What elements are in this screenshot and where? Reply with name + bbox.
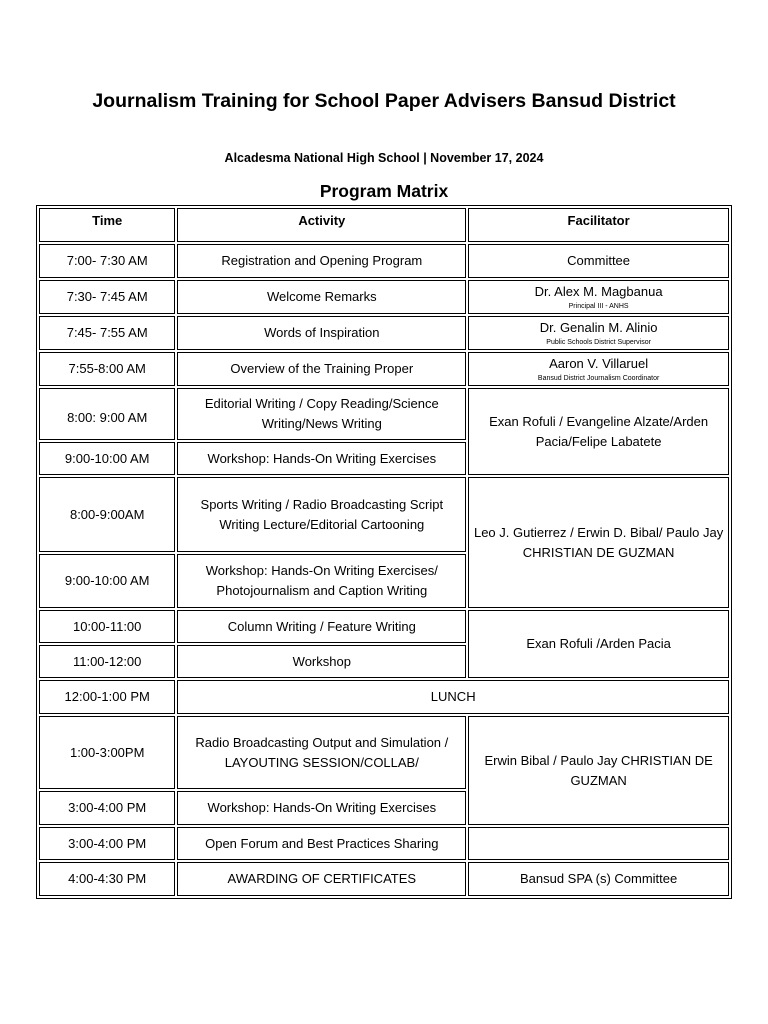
facilitator-cell: [468, 280, 729, 314]
activity-cell: Workshop: Hands-On Writing Exercises: [177, 442, 466, 475]
matrix-heading: Program Matrix: [319, 181, 449, 201]
table-row: [39, 827, 729, 860]
time-cell: 7:45- 7:55 AM: [39, 316, 175, 350]
facilitator-title: Public Schools District Supervisor: [546, 339, 651, 346]
time-cell: 9:00-10:00 AM: [39, 442, 175, 475]
table-row: [39, 388, 729, 440]
facilitator-cell: [468, 352, 729, 386]
column-header-facilitator: Facilitator: [468, 208, 729, 242]
table-row: [39, 316, 729, 350]
time-cell: 3:00-4:00 PM: [39, 827, 175, 860]
time-cell: 10:00-11:00: [39, 610, 175, 643]
activity-cell: Editorial Writing / Copy Reading/Science Writing/News Writing: [177, 388, 466, 440]
table-row: [39, 862, 729, 896]
time-cell: 8:00: 9:00 AM: [39, 388, 175, 440]
activity-cell: Open Forum and Best Practices Sharing: [177, 827, 466, 860]
facilitator-name: Dr. Genalin M. Alinio: [539, 320, 658, 335]
facilitator-cell: Committee: [468, 244, 729, 278]
activity-cell: Workshop: Hands-On Writing Exercises: [177, 791, 466, 825]
table-row: [39, 610, 729, 643]
table-row: [39, 244, 729, 278]
facilitator-cell: [468, 827, 729, 860]
time-cell: 4:00-4:30 PM: [39, 862, 175, 896]
program-matrix-table: [36, 205, 732, 899]
activity-cell: Welcome Remarks: [177, 280, 466, 314]
time-cell: 12:00-1:00 PM: [39, 680, 175, 714]
facilitator-name: Aaron V. Villaruel: [549, 356, 649, 371]
table-header-row: [39, 208, 729, 242]
activity-cell: Sports Writing / Radio Broadcasting Script Writing Lecture/Editorial Cartooning: [177, 477, 466, 552]
table-row: [39, 716, 729, 789]
activity-cell: Registration and Opening Program: [177, 244, 466, 278]
table-row: [39, 680, 729, 714]
time-cell: 7:30- 7:45 AM: [39, 280, 175, 314]
time-cell: 7:55-8:00 AM: [39, 352, 175, 386]
time-cell: 8:00-9:00AM: [39, 477, 175, 552]
column-header-activity: Activity: [177, 208, 466, 242]
time-cell: 9:00-10:00 AM: [39, 554, 175, 608]
activity-cell: Workshop: Hands-On Writing Exercises/ Photojournalism and Caption Writing: [177, 554, 466, 608]
facilitator-title: Bansud District Journalism Coordinator: [537, 375, 660, 382]
activity-cell: Words of Inspiration: [177, 316, 466, 350]
time-cell: 1:00-3:00PM: [39, 716, 175, 789]
time-cell: 3:00-4:00 PM: [39, 791, 175, 825]
activity-cell: Radio Broadcasting Output and Simulation / LAYOUTING SESSION/COLLAB/: [177, 716, 466, 789]
facilitator-cell: Leo J. Gutierrez / Erwin D. Bibal/ Paulo Jay CHRISTIAN DE GUZMAN: [468, 477, 729, 608]
lunch-cell: LUNCH: [177, 680, 729, 714]
activity-cell: AWARDING OF CERTIFICATES: [177, 862, 466, 896]
time-cell: 11:00-12:00: [39, 645, 175, 678]
document-title: Journalism Training for School Paper Advisers Bansud District: [92, 90, 676, 112]
facilitator-cell: Bansud SPA (s) Committee: [468, 862, 729, 896]
document-subtitle: Alcadesma National High School | November 17, 2024: [224, 151, 544, 165]
activity-cell: Overview of the Training Proper: [177, 352, 466, 386]
activity-cell: Workshop: [177, 645, 466, 678]
facilitator-cell: Exan Rofuli / Evangeline Alzate/Arden Pacia/Felipe Labatete: [468, 388, 729, 475]
facilitator-cell: [468, 316, 729, 350]
table-row: [39, 352, 729, 386]
facilitator-title: Principal III - ANHS: [568, 303, 629, 310]
facilitator-cell: Exan Rofuli /Arden Pacia: [468, 610, 729, 678]
facilitator-cell: Erwin Bibal / Paulo Jay CHRISTIAN DE GUZMAN: [468, 716, 729, 825]
time-cell: 7:00- 7:30 AM: [39, 244, 175, 278]
activity-cell: Column Writing / Feature Writing: [177, 610, 466, 643]
table-row: [39, 477, 729, 552]
column-header-time: Time: [39, 208, 175, 242]
facilitator-name: Dr. Alex M. Magbanua: [534, 284, 663, 299]
table-row: [39, 280, 729, 314]
